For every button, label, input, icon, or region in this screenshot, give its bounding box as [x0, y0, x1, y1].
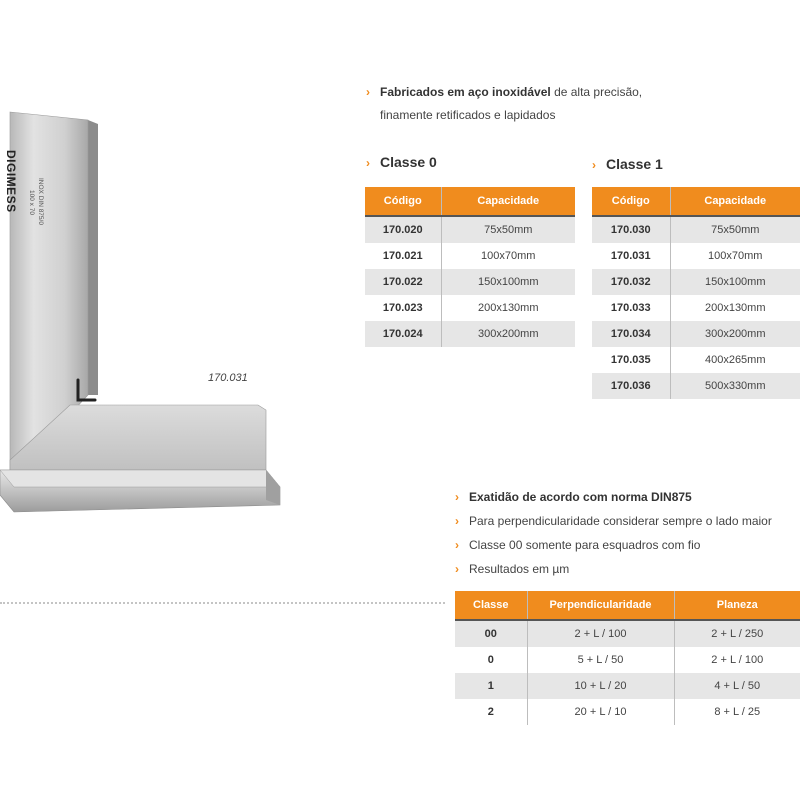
- capacity-cell: 500x330mm: [670, 373, 800, 399]
- plan-cell: 4 + L / 50: [674, 673, 800, 699]
- code-cell: 170.033: [592, 295, 670, 321]
- classe1-heading: [592, 156, 663, 172]
- classe-cell: 1: [455, 673, 527, 699]
- classe-cell: 2: [455, 699, 527, 725]
- code-cell: 170.020: [365, 216, 441, 243]
- capacity-cell: 100x70mm: [670, 243, 800, 269]
- table-row: [365, 321, 575, 347]
- perp-cell: 5 + L / 50: [527, 647, 674, 673]
- col-header-perpendicularidade: Perpendicularidade: [527, 591, 674, 620]
- col-header-codigo: Código: [365, 187, 441, 216]
- classe1-title: Classe 1: [606, 156, 663, 172]
- col-header-codigo: Código: [592, 187, 670, 216]
- classe0-heading: [366, 154, 437, 170]
- code-cell: 170.034: [592, 321, 670, 347]
- intro-rest: de alta precisão,: [550, 85, 643, 99]
- table-row: [592, 295, 800, 321]
- accuracy-bullet-4: › Resultados em µm: [455, 562, 570, 576]
- code-cell: 170.021: [365, 243, 441, 269]
- capacity-cell: 100x70mm: [441, 243, 575, 269]
- accuracy-bullet-2: › Para perpendicularidade considerar sempre o lado maior: [455, 514, 772, 528]
- capacity-cell: 300x200mm: [441, 321, 575, 347]
- accuracy-table: [455, 591, 800, 725]
- code-cell: 170.036: [592, 373, 670, 399]
- table-row: [365, 216, 575, 243]
- table-row: [592, 321, 800, 347]
- brand-logo-text: DIGIMESS: [4, 150, 18, 213]
- intro-bold: Fabricados em aço inoxidável: [380, 85, 551, 99]
- table-row: [365, 243, 575, 269]
- table-row: [592, 347, 800, 373]
- table-row: [455, 647, 800, 673]
- code-cell: 170.032: [592, 269, 670, 295]
- table-row: [592, 269, 800, 295]
- capacity-cell: 200x130mm: [670, 295, 800, 321]
- plan-cell: 2 + L / 100: [674, 647, 800, 673]
- try-square-image: [0, 95, 290, 525]
- capacity-cell: 400x265mm: [670, 347, 800, 373]
- intro-bullet: [366, 85, 642, 99]
- arrow-icon: ›: [455, 514, 459, 528]
- table-row: [455, 620, 800, 647]
- code-cell: 170.023: [365, 295, 441, 321]
- perp-cell: 20 + L / 10: [527, 699, 674, 725]
- table-row: [455, 699, 800, 725]
- intro-line-2: finamente retificados e lapidados: [380, 108, 556, 122]
- plan-cell: 8 + L / 25: [674, 699, 800, 725]
- plan-cell: 2 + L / 250: [674, 620, 800, 647]
- dotted-divider: [0, 602, 445, 604]
- col-header-capacidade: Capacidade: [441, 187, 575, 216]
- capacity-cell: 150x100mm: [670, 269, 800, 295]
- classe-cell: 00: [455, 620, 527, 647]
- capacity-cell: 200x130mm: [441, 295, 575, 321]
- classe1-table: [592, 187, 800, 399]
- code-cell: 170.022: [365, 269, 441, 295]
- table-row: [365, 295, 575, 321]
- classe0-table: [365, 187, 575, 347]
- classe-cell: 0: [455, 647, 527, 673]
- col-header-capacidade: Capacidade: [670, 187, 800, 216]
- arrow-icon: ›: [455, 538, 459, 552]
- table-row: [592, 373, 800, 399]
- table-row: [592, 243, 800, 269]
- accuracy-bullet-3: › Classe 00 somente para esquadros com fio: [455, 538, 701, 552]
- code-cell: 170.030: [592, 216, 670, 243]
- table-row: [365, 269, 575, 295]
- capacity-cell: 150x100mm: [441, 269, 575, 295]
- capacity-cell: 75x50mm: [670, 216, 800, 243]
- perp-cell: 2 + L / 100: [527, 620, 674, 647]
- table-row: [455, 673, 800, 699]
- code-cell: 170.035: [592, 347, 670, 373]
- capacity-cell: 300x200mm: [670, 321, 800, 347]
- perp-cell: 10 + L / 20: [527, 673, 674, 699]
- product-caption: 170.031: [208, 372, 248, 384]
- classe0-title: Classe 0: [380, 154, 437, 170]
- engraving-line-1: INOX DIN 875/0: [37, 178, 44, 225]
- code-cell: 170.024: [365, 321, 441, 347]
- arrow-icon: ›: [455, 490, 459, 504]
- engraving-line-2: 100 x 70: [28, 190, 35, 215]
- accuracy-bullet-1: › Exatidão de acordo com norma DIN875: [455, 490, 692, 504]
- col-header-classe: Classe: [455, 591, 527, 620]
- arrow-icon: ›: [455, 562, 459, 576]
- capacity-cell: 75x50mm: [441, 216, 575, 243]
- arrow-icon: ›: [366, 85, 370, 99]
- col-header-planeza: Planeza: [674, 591, 800, 620]
- arrow-icon: ›: [366, 156, 370, 170]
- arrow-icon: ›: [592, 158, 596, 172]
- table-row: [592, 216, 800, 243]
- code-cell: 170.031: [592, 243, 670, 269]
